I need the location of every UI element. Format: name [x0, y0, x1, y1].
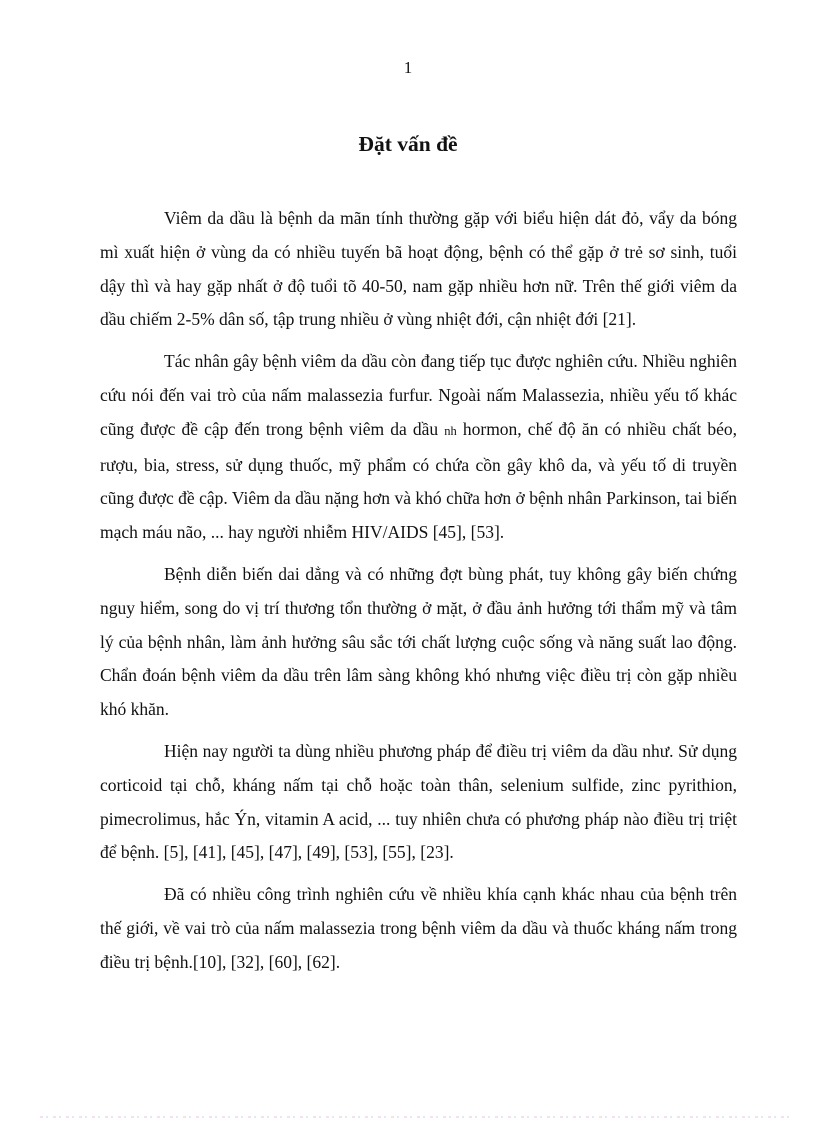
paragraph-2-text-pre: Tác nhân gây bệnh viêm da dầu còn đang tiếp tục được nghiên cứu. Nhiều nghiên cứu nói đến vai trò của nấm malassezia furfur. Ngoài nấm Malassezia, nhiều yếu tố khác cũng được đề cập đến trong bệnh viêm da dầu [100, 351, 737, 439]
section-title: Đặt vấn đề [358, 132, 458, 156]
document-body [100, 202, 737, 980]
paragraph-2-text-post: hormon, chế độ ăn có nhiều chất béo, rượu, bia, stress, sử dụng thuốc, mỹ phẩm có chứa cồn gây khô da, và yếu tố di truyền cũng được đề cập. Viêm da dầu nặng hơn và khó chữa hơn ở bệnh nhân Parkinson, tai biến mạch máu não, ... hay người nhiễm HIV/AIDS [45], [53]. [100, 418, 737, 543]
paragraph-5: Đã có nhiều công trình nghiên cứu về nhiều khía cạnh khác nhau của bệnh trên thế giới, về vai trò của nấm malassezia trong bệnh viêm da dầu và thuốc kháng nấm trong điều trị bệnh.[10], [32], [60], [62]. [100, 884, 737, 972]
page-number: 1 [403, 58, 413, 77]
paragraph-2 [100, 345, 737, 550]
footer-dotted-divider [40, 1116, 790, 1118]
paragraph-3: Bệnh diễn biến dai dẳng và có những đợt bùng phát, tuy không gây biến chứng nguy hiểm, song do vị trí thương tổn thường ở mặt, ở đầu ảnh hưởng tới thẩm mỹ và tâm lý của bệnh nhân, làm ảnh hưởng sâu sắc tới chất lượng cuộc sống và năng suất lao động. Chẩn đoán bệnh viêm da dầu trên lâm sàng không khó nhưng việc điều trị còn gặp nhiều khó khăn. [100, 563, 737, 720]
paragraph-2-small-text: nh [444, 423, 457, 438]
paragraph-4: Hiện nay người ta dùng nhiều phương pháp để điều trị viêm da dầu như. Sử dụng corticoid tại chỗ, kháng nấm tại chỗ hoặc toàn thân, selenium sulfide, zinc pyrithion, pimecrolimus, hắc Ýn, vitamin A acid, ... tuy nhiên chưa có phương pháp nào điều trị triệt để bệnh. [5], [41], [45], [47], [49], [53], [55], [23]. [100, 740, 737, 863]
paragraph-1: Viêm da dầu là bệnh da mãn tính thường gặp với biểu hiện dát đỏ, vẩy da bóng mì xuất hiện ở vùng da có nhiều tuyến bã hoạt động, bệnh có thể gặp ở trẻ sơ sinh, tuổi dậy thì và hay gặp nhất ở độ tuổi tõ 40-50, nam gặp nhiều hơn nữ. Trên thế giới viêm da dầu chiếm 2-5% dân số, tập trung nhiều ở vùng nhiệt đới, cận nhiệt đới [21]. [100, 208, 737, 330]
